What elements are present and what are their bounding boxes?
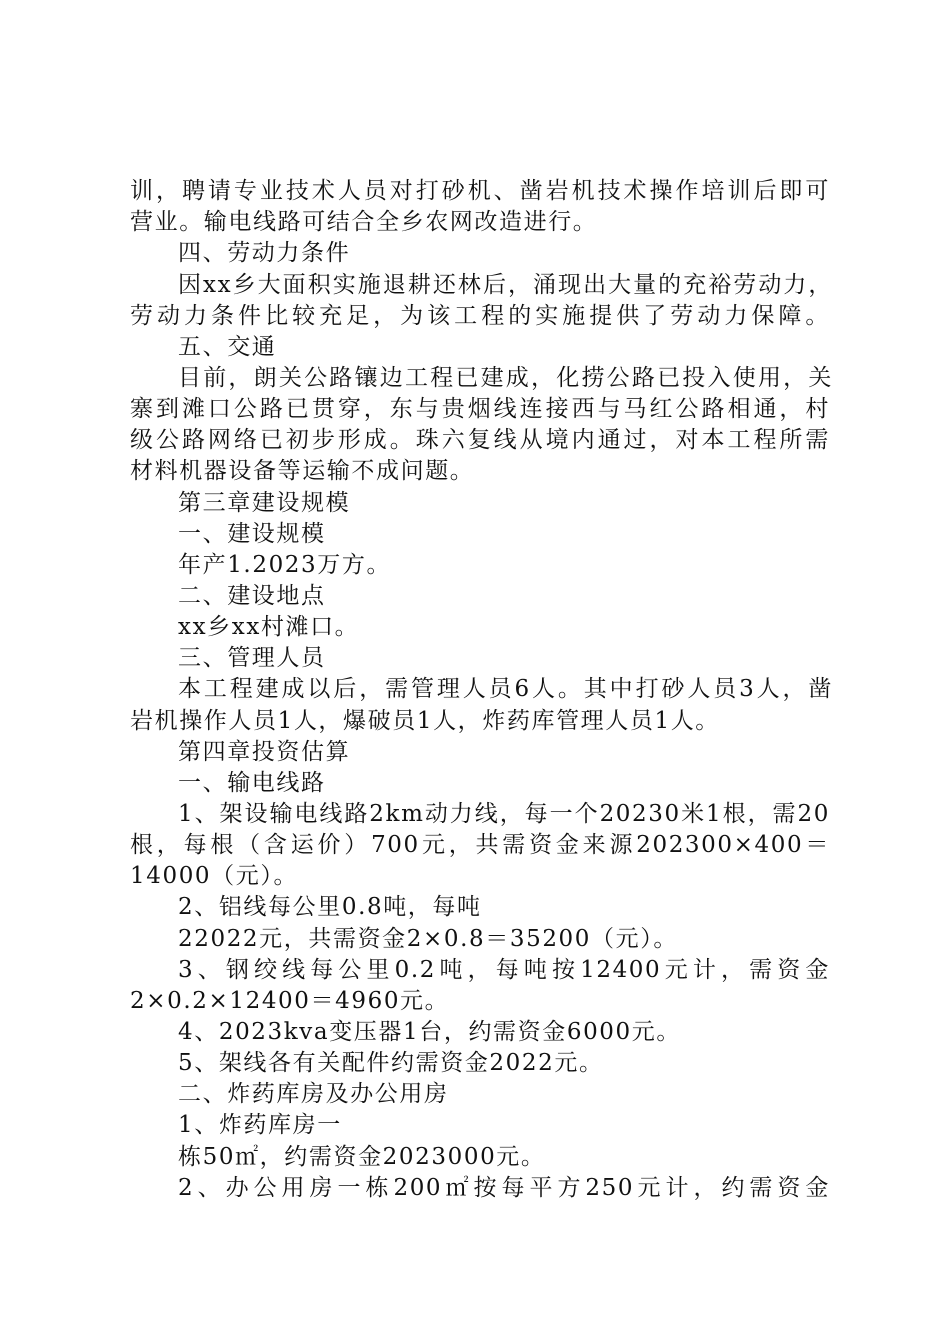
chapter-heading: 第四章投资估算 [178,739,351,765]
paragraph-line: 目前，朗关公路镶边工程已建成，化捞公路已投入使用，关 [178,365,833,391]
section-heading: 二、炸药库房及办公用房 [178,1081,449,1107]
section-heading: 一、输电线路 [178,770,326,796]
paragraph-line: 2、办公用房一栋200㎡按每平方250元计，约需资金 [178,1175,830,1201]
paragraph-line: 年产1.2023万方。 [178,552,392,578]
section-heading: 一、建设规模 [178,521,326,547]
paragraph-line: 岩机操作人员1人，爆破员1人，炸药库管理人员1人。 [130,708,720,734]
paragraph-line: 2×0.2×12400＝4960元。 [130,988,450,1014]
paragraph-line: 栋50㎡，约需资金2023000元。 [178,1144,546,1170]
paragraph-line: 5、架线各有关配件约需资金2022元。 [178,1050,604,1076]
paragraph-line: 22022元，共需资金2×0.8＝35200（元）。 [178,926,678,952]
paragraph-line: 劳动力条件比较充足，为该工程的实施提供了劳动力保障。 [130,303,830,329]
paragraph-line: 级公路网络已初步形成。珠六复线从境内通过，对本工程所需 [130,427,830,453]
section-heading: 二、建设地点 [178,583,326,609]
paragraph-line: 4、2023kva变压器1台，约需资金6000元。 [178,1019,681,1045]
section-heading: 五、交通 [178,334,277,360]
paragraph-line: 材料机器设备等运输不成问题。 [130,458,475,484]
section-heading: 四、劳动力条件 [178,240,351,266]
paragraph-line: 寨到滩口公路已贯穿，东与贵烟线连接西与马红公路相通，村 [130,396,830,422]
paragraph-line: 营业。输电线路可结合全乡农网改造进行。 [130,209,598,235]
paragraph-line: 14000（元）。 [130,863,299,889]
paragraph-line: 3、钢绞线每公里0.2吨，每吨按12400元计，需资金 [178,957,830,983]
paragraph-line: 1、炸药库房一 [178,1112,342,1138]
paragraph-line: 根，每根（含运价）700元，共需资金来源202300×400＝ [130,832,830,858]
paragraph-line: 1、架设输电线路2km动力线，每一个20230米1根，需20 [178,801,830,827]
paragraph-line: 本工程建成以后，需管理人员6人。其中打砂人员3人，凿 [178,676,833,702]
section-heading: 三、管理人员 [178,645,326,671]
paragraph-line: 训，聘请专业技术人员对打砂机、凿岩机技术操作培训后即可 [130,178,830,204]
paragraph-line: 2、铝线每公里0.8吨，每吨 [178,894,482,920]
chapter-heading: 第三章建设规模 [178,490,351,516]
paragraph-line: 因xx乡大面积实施退耕还林后，涌现出大量的充裕劳动力， [178,272,833,298]
paragraph-line: xx乡xx村滩口。 [178,614,360,640]
